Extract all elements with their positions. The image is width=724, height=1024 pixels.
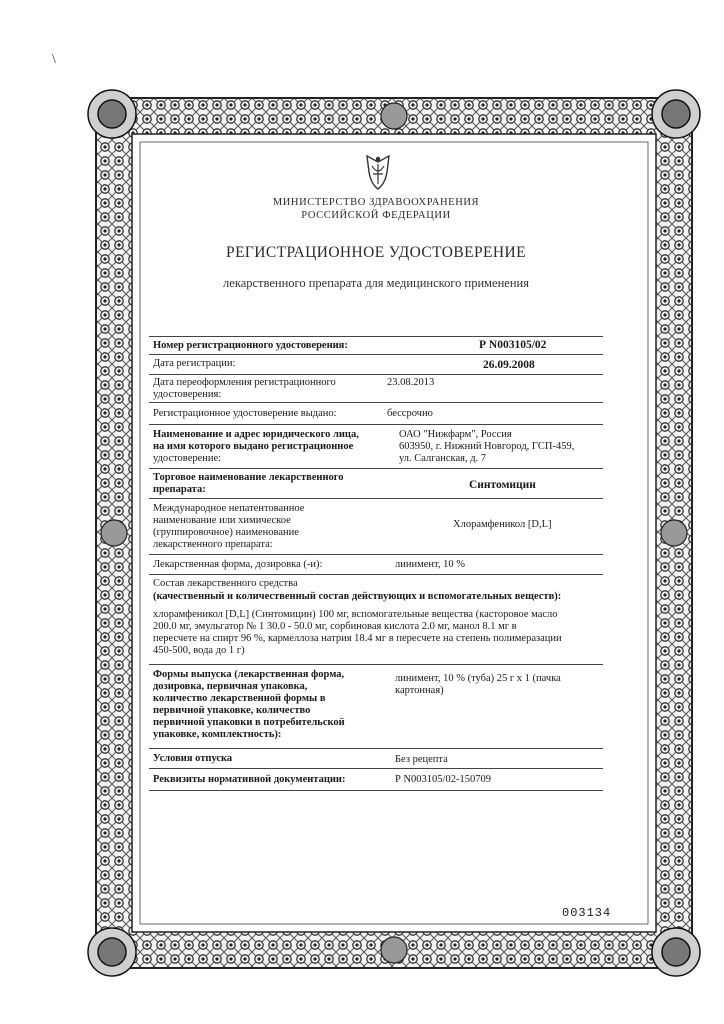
reissue-date-value: 23.08.2013 <box>387 377 435 388</box>
trade-name-value: Синтомицин <box>469 479 536 491</box>
table-bottom-line <box>149 790 603 791</box>
coat-of-arms-icon <box>361 152 395 192</box>
reg-date-label: Дата регистрации: <box>153 358 236 369</box>
row-dispensing <box>149 748 603 769</box>
composition-text-1: хлорамфеникол [D,L] (Синтомицин) 100 мг, вспомогательные вещества (касторовое масло <box>153 609 558 620</box>
release-value-2: картонная) <box>395 685 444 696</box>
inn-value: Хлорамфеникол [D,L] <box>453 519 552 530</box>
composition-text-3: пересчете на спирт 96 %, кармеллоза натрия 18.4 мг в пересчете на степень полимеразации <box>153 633 562 644</box>
release-label-2: дозировка, первичная упаковка, <box>153 681 308 692</box>
row-form <box>149 554 603 575</box>
document-title: РЕГИСТРАЦИОННОЕ УДОСТОВЕРЕНИЕ <box>226 244 526 261</box>
reg-date-value: 26.09.2008 <box>483 359 535 371</box>
row-reg-number <box>149 336 603 355</box>
holder-value-3: ул. Салганская, д. 7 <box>399 453 487 464</box>
release-label-3: количество лекарственной формы в <box>153 693 326 704</box>
row-inn <box>149 498 603 555</box>
composition-text-2: 200.0 мг, эмульгатор № 1 30.0 - 50.0 мг, сорбиновая кислота 2.0 мг, манол 8.1 мг в <box>153 621 517 632</box>
row-normative <box>149 768 603 791</box>
normative-value: Р N003105/02-150709 <box>395 774 491 785</box>
holder-label-3: удостоверение: <box>153 453 222 464</box>
inn-label-3: (группировочное) наименование <box>153 527 299 538</box>
issued-label: Регистрационное удостоверение выдано: <box>153 408 337 419</box>
release-label-5: первичной упаковки в потребительской <box>153 717 345 728</box>
composition-label-1: Состав лекарственного средства <box>153 578 298 589</box>
issued-value: бессрочно <box>387 408 433 419</box>
inn-label-4: лекарственного препарата: <box>153 539 273 550</box>
reg-number-value: Р N003105/02 <box>479 339 547 351</box>
row-reissue-date <box>149 374 603 403</box>
ministry-line-2: РОССИЙСКОЙ ФЕДЕРАЦИИ <box>301 210 451 221</box>
trade-name-label-2: препарата: <box>153 484 206 495</box>
normative-label: Реквизиты нормативной документации: <box>153 774 346 785</box>
ministry-line-1: МИНИСТЕРСТВО ЗДРАВООХРАНЕНИЯ <box>272 197 480 208</box>
reg-number-label: Номер регистрационного удостоверения: <box>153 340 348 351</box>
release-value-1: линимент, 10 % (туба) 25 г х 1 (пачка <box>395 673 561 684</box>
row-composition <box>149 574 603 665</box>
reissue-date-label-1: Дата переоформления регистрационного <box>153 377 336 388</box>
inn-label-1: Международное непатентованное <box>153 503 305 514</box>
composition-text-4: 450-500, вода до 1 г) <box>153 645 245 656</box>
holder-label-2: на имя которого выдано регистрационное <box>153 441 354 452</box>
row-issued <box>149 402 603 425</box>
holder-value-2: 603950, г. Нижний Новгород, ГСП-459, <box>399 441 575 452</box>
row-reg-date <box>149 354 603 375</box>
margin-mark: \ <box>52 52 56 67</box>
holder-value-1: ОАО "Нижфарм", Россия <box>399 429 512 440</box>
release-label-6: упаковке, комплектность): <box>153 729 282 740</box>
row-trade-name <box>149 468 603 499</box>
inn-label-2: наименование или химическое <box>153 515 291 526</box>
release-label-4: первичной упаковке, количество <box>153 705 311 716</box>
document-subtitle: лекарственного препарата для медицинского применения <box>223 276 529 290</box>
dispensing-label: Условия отпуска <box>153 753 233 764</box>
dispensing-value: Без рецепта <box>395 754 448 765</box>
serial-number: 003134 <box>562 906 612 920</box>
row-holder <box>149 424 603 469</box>
row-release <box>149 664 603 749</box>
certificate-sheet <box>147 148 605 908</box>
release-label-1: Формы выпуска (лекарственная форма, <box>153 669 345 680</box>
reissue-date-label-2: удостоверения: <box>153 389 222 400</box>
form-label: Лекарственная форма, дозировка (-и): <box>153 559 323 570</box>
trade-name-label-1: Торговое наименование лекарственного <box>153 472 344 483</box>
form-value: линимент, 10 % <box>395 559 465 570</box>
holder-label-1: Наименование и адрес юридического лица, <box>153 429 359 440</box>
composition-label-2: (качественный и количественный состав действующих и вспомогательных веществ): <box>153 591 562 602</box>
